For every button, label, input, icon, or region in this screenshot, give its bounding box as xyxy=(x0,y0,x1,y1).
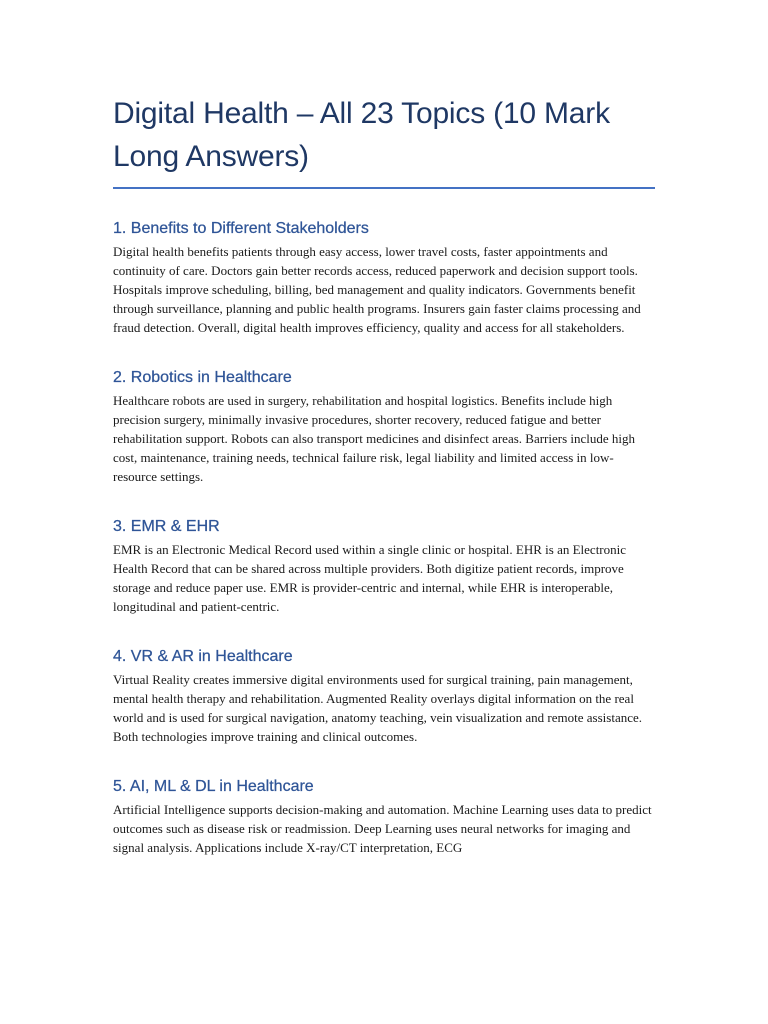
section-body-text: Digital health benefits patients through easy access, lower travel costs, faster appointments and continuity of care. Doctors gain better records access, reduced paperwork and decision support tools. Hospitals improve scheduling, billing, bed management and quality indicators. Governments benefit through surveillance, planning and public health programs. Insurers gain faster claims processing and fraud detection. Overall, digital health improves efficiency, quality and access for all stakeholders. xyxy=(113,244,641,335)
section-heading: 2. Robotics in Healthcare xyxy=(113,369,292,386)
section-body-text: Virtual Reality creates immersive digital environments used for surgical training, pain management, mental health therapy and rehabilitation. Augmented Reality overlays digital information on the real world and is used for surgical navigation, anatomy teaching, vein visualization and remote assistance. Both technologies improve training and clinical outcomes. xyxy=(113,672,643,744)
section-heading: 4. VR & AR in Healthcare xyxy=(113,648,293,665)
document-page xyxy=(113,92,656,857)
section-vr-ar xyxy=(113,646,656,746)
section-benefits-stakeholders xyxy=(113,218,656,337)
document-title: Digital Health – All 23 Topics (10 Mark Long Answers) xyxy=(113,97,610,173)
section-body-text: Artificial Intelligence supports decision-making and automation. Machine Learning uses data to predict outcomes such as disease risk or readmission. Deep Learning uses neural networks for imaging and signal analysis. Applications include X-ray/CT interpretation, ECG xyxy=(113,802,652,855)
section-robotics xyxy=(113,367,656,486)
section-heading: 1. Benefits to Different Stakeholders xyxy=(113,220,369,237)
section-ai-ml-dl xyxy=(113,776,656,857)
section-body-text: EMR is an Electronic Medical Record used within a single clinic or hospital. EHR is an Electronic Health Record that can be shared across multiple providers. Both digitize patient records, improve storage and reduce paper use. EMR is provider-centric and internal, while EHR is interoperable, longitudinal and patient-centric. xyxy=(113,542,627,614)
section-body-text: Healthcare robots are used in surgery, rehabilitation and hospital logistics. Benefits include high precision surgery, minimally invasive procedures, shorter recovery, reduced fatigue and better rehabilitation support. Robots can also transport medicines and disinfect areas. Barriers include high cost, maintenance, training needs, technical failure risk, legal liability and limited access in low-resource settings. xyxy=(113,393,636,484)
title-underline-rule xyxy=(113,187,655,189)
section-heading: 5. AI, ML & DL in Healthcare xyxy=(113,778,314,795)
section-emr-ehr xyxy=(113,516,656,616)
section-heading: 3. EMR & EHR xyxy=(113,518,220,535)
